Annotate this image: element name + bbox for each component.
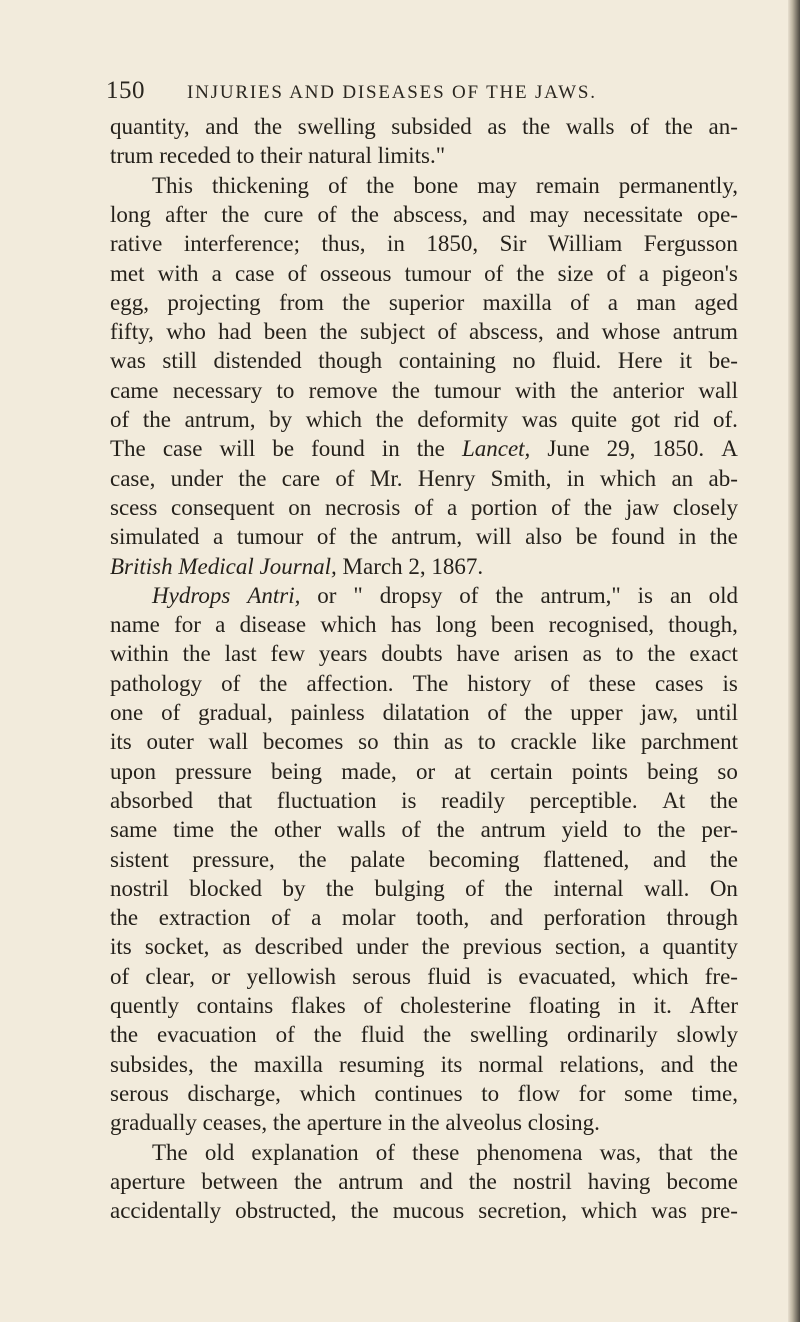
text-line: within the last few years doubts have arisen as to the exact [110,641,738,667]
text-line: serous discharge, which continues to flow for some time, [110,1080,738,1106]
page-header [106,77,746,117]
text-line: upon pressure being made, or at certain points being so [110,758,738,784]
text-line: egg, projecting from the superior maxilla of a man aged [110,289,738,315]
text-line: case, under the care of Mr. Henry Smith, in which an ab- [110,465,738,491]
text-line: pathology of the affection. The history of these cases is [110,670,738,696]
text-line: The case will be found in the Lancet, June 29, 1850. A [110,436,738,462]
text-line: long after the cure of the abscess, and may necessitate ope- [110,201,738,227]
text-line: of the antrum, by which the deformity was quite got rid of. [110,407,738,432]
text-line: rative interference; thus, in 1850, Sir William Fergusson [110,231,738,257]
text-line: British Medical Journal, March 2, 1867. [110,553,484,579]
text-line: gradually ceases, the aperture in the alveolus closing. [110,1110,600,1136]
text-line: simulated a tumour of the antrum, will also be found in the [110,524,738,550]
text-line: The old explanation of these phenomena was, that the [152,1139,738,1165]
text-line: sistent pressure, the palate becoming flattened, and the [110,846,738,872]
text-line: one of gradual, painless dilatation of the upper jaw, until [110,700,738,725]
text-line: fifty, who had been the subject of abscess, and whose antrum [110,319,738,345]
text-line: met with a case of osseous tumour of the size of a pigeon's [110,260,738,286]
text-line: scess consequent on necrosis of a portion of the jaw closely [110,494,738,520]
text-line: absorbed that fluctuation is readily perceptible. At the [110,787,738,813]
binding-edge [788,0,800,1322]
text-line: quantity, and the swelling subsided as the walls of the an- [110,114,738,139]
text-line: its outer wall becomes so thin as to crackle like parchment [110,729,738,755]
text-line: nostril blocked by the bulging of the internal wall. On [110,875,738,901]
text-line: accidentally obstructed, the mucous secretion, which was pre- [110,1198,738,1224]
text-line: Hydrops Antri, or " dropsy of the antrum," is an old [152,582,738,608]
text-line: the extraction of a molar tooth, and perforation through [110,905,738,931]
text-line: quently contains flakes of cholesterine floating in it. After [110,993,738,1018]
text-line: the evacuation of the fluid the swelling ordinarily slowly [110,1022,738,1048]
page-number: 150 [106,77,145,104]
text-line: of clear, or yellowish serous fluid is evacuated, which fre- [110,963,738,989]
text-line: same time the other walls of the antrum yield to the per- [110,817,738,843]
text-line: aperture between the antrum and the nostril having become [110,1168,738,1194]
text-line: name for a disease which has long been recognised, though, [110,612,738,638]
running-head: INJURIES AND DISEASES OF THE JAWS. [187,82,597,103]
text-line: was still distended though containing no fluid. Here it be- [110,348,738,374]
text-line: its socket, as described under the previous section, a quantity [110,934,738,960]
body-text [110,112,738,1224]
text-line: This thickening of the bone may remain permanently, [152,172,738,198]
text-line: trum receded to their natural limits." [110,143,446,169]
text-line: came necessary to remove the tumour with the anterior wall [110,377,738,403]
text-line: subsides, the maxilla resuming its normal relations, and the [110,1051,738,1077]
